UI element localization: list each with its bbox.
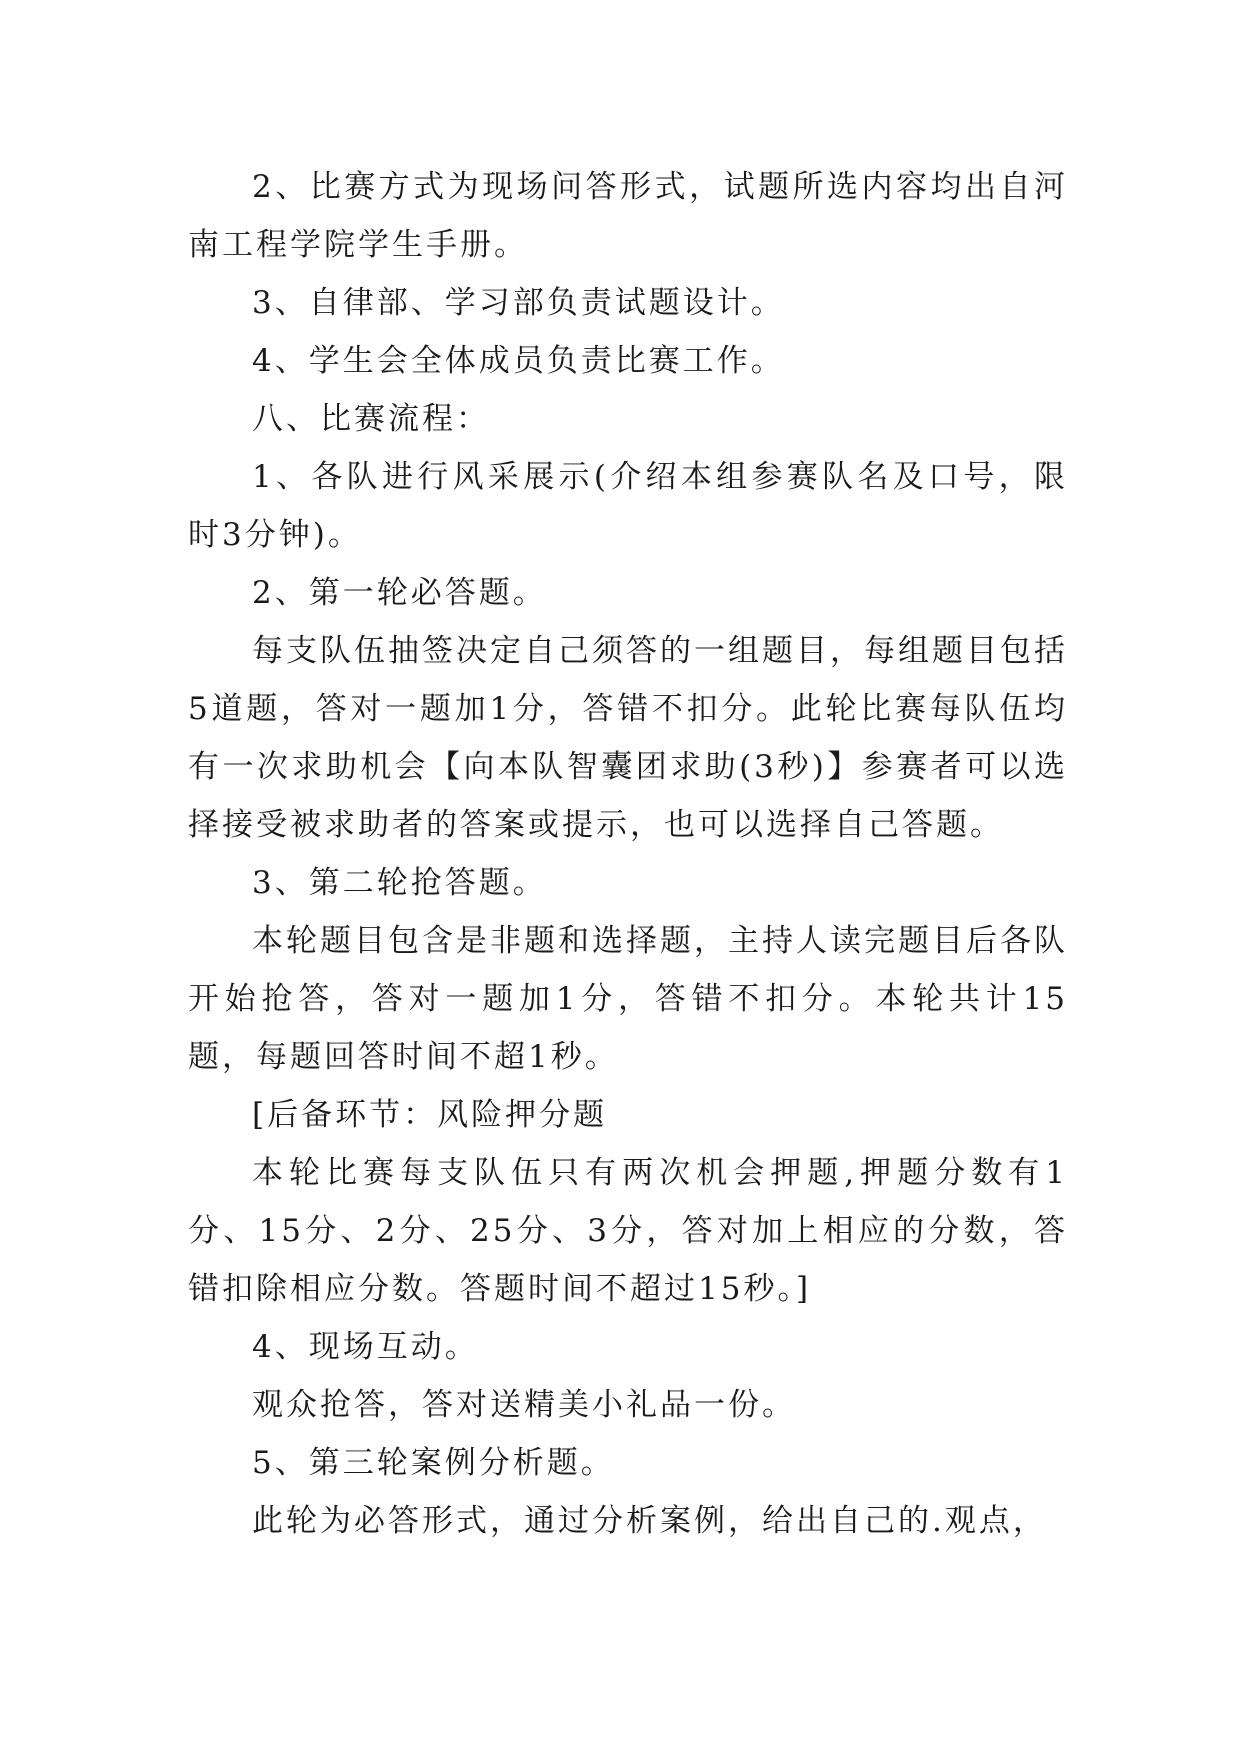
paragraph-team-showcase: 1、各队进行风采展示(介绍本组参赛队名及口号，限时3分钟)。 (188, 459, 1068, 553)
paragraph-round-two-rules: 本轮题目包含是非题和选择题，主持人读完题目后各队开始抢答，答对一题加1分，答错不扣分。本轮共计15题，每题回答时间不超1秒。 (188, 923, 1068, 1075)
paragraph-question-design: 3、自律部、学习部负责试题设计。 (252, 285, 785, 321)
paragraph-staffing: 4、学生会全体成员负责比赛工作。 (252, 343, 785, 379)
paragraph-round-three-rules: 此轮为必答形式，通过分析案例，给出自己的.观点， (252, 1503, 1047, 1539)
paragraph-interaction-rules: 观众抢答，答对送精美小礼品一份。 (252, 1387, 796, 1423)
paragraph-round-three-title: 5、第三轮案例分析题。 (252, 1445, 615, 1481)
paragraph-interaction-title: 4、现场互动。 (252, 1329, 479, 1365)
paragraph-round-one-title: 2、第一轮必答题。 (252, 575, 547, 611)
document-body (188, 158, 1068, 1550)
paragraph-competition-format: 2、比赛方式为现场问答形式，试题所选内容均出自河南工程学院学生手册。 (188, 169, 1068, 263)
paragraph-round-one-rules: 每支队伍抽签决定自己须答的一组题目，每组题目包括5道题，答对一题加1分，答错不扣分。此轮比赛每队伍均有一次求助机会【向本队智囊团求助(3秒)】参赛者可以选择接受被求助者的答案或提示，也可以选择自己答题。 (188, 633, 1068, 843)
paragraph-round-two-title: 3、第二轮抢答题。 (252, 865, 547, 901)
section-heading-process: 八、比赛流程： (252, 401, 490, 437)
paragraph-backup-rules: 本轮比赛每支队伍只有两次机会押题,押题分数有1分、15分、2分、25分、3分，答对加上相应的分数，答错扣除相应分数。答题时间不超过15秒。] (188, 1155, 1068, 1307)
paragraph-backup-segment: [后备环节：风险押分题 (252, 1097, 608, 1133)
